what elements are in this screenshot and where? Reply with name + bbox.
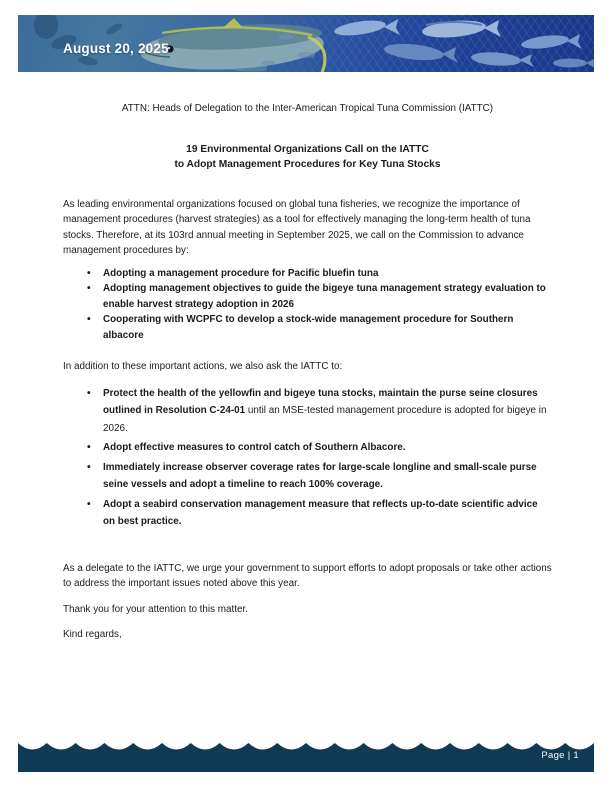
letter-title-line1: 19 Environmental Organizations Call on the IATTC (186, 143, 429, 155)
list-item: • Cooperating with WCPFC to develop a stock-wide management procedure for Southern albacore (63, 312, 552, 343)
list-item (63, 496, 552, 531)
bullet-bold-text: Adopt a seabird conservation management measure that reflects up-to-date scientific advice on best practice. (103, 498, 538, 527)
bullet-bold-text: Protect the health of the yellowfin and bigeye tuna stocks, maintain the purse seine closures outlined in Resolution C-24-01 (103, 387, 538, 416)
primary-bullet-list (63, 266, 552, 344)
closing-paragraph: As a delegate to the IATTC, we urge your government to support efforts to adopt proposals or take other actions to address the important issues noted above this year. (63, 562, 552, 589)
bullet-regular-text: until an MSE-tested management procedure is adopted for bigeye in 2026. (103, 405, 547, 434)
list-item (63, 385, 552, 438)
secondary-intro-line: In addition to these important actions, we also ask the IATTC to: (63, 361, 343, 372)
bullet-bold-text: Adopt effective measures to control catch of Southern Albacore. (103, 442, 406, 453)
thanks-line: Thank you for your attention to this matter. (63, 603, 248, 615)
list-item (63, 439, 552, 457)
list-item: • Adopting management objectives to guide the bigeye tuna management strategy evaluation to enable harvest strategy adoption in 2026 (63, 281, 552, 312)
page-number: Page | 1 (541, 750, 579, 761)
letter-title-line2: to Adopt Management Procedures for Key Tuna Stocks (174, 159, 441, 170)
letter-title (63, 142, 552, 173)
signoff-line: Kind regards, (63, 629, 122, 640)
attn-line: ATTN: Heads of Delegation to the Inter-American Tropical Tuna Commission (IATTC) (121, 103, 494, 114)
letter-body (63, 72, 552, 643)
list-item (63, 459, 552, 494)
wave-border-icon (18, 737, 594, 772)
intro-paragraph: As leading environmental organizations focused on global tuna fisheries, we recognize the importance of management procedures (harvest strategies) as a tool for effectively managing the long-term health of tuna stocks. Therefore, at its 103rd annual meeting in September 2025, we call on the Commission to advance management procedures by: (63, 198, 531, 256)
bullet-bold-text: Immediately increase observer coverage rates for large-scale longline and small-scale purse seine vessels and adopt a timeline to reach 100% coverage. (103, 461, 537, 490)
list-item: • Adopting a management procedure for Pacific bluefin tuna (63, 266, 552, 282)
banner-date: August 20, 2025 (63, 41, 169, 56)
footer-wave-band (18, 737, 594, 772)
secondary-bullet-list (63, 385, 552, 531)
header-banner (18, 15, 594, 72)
